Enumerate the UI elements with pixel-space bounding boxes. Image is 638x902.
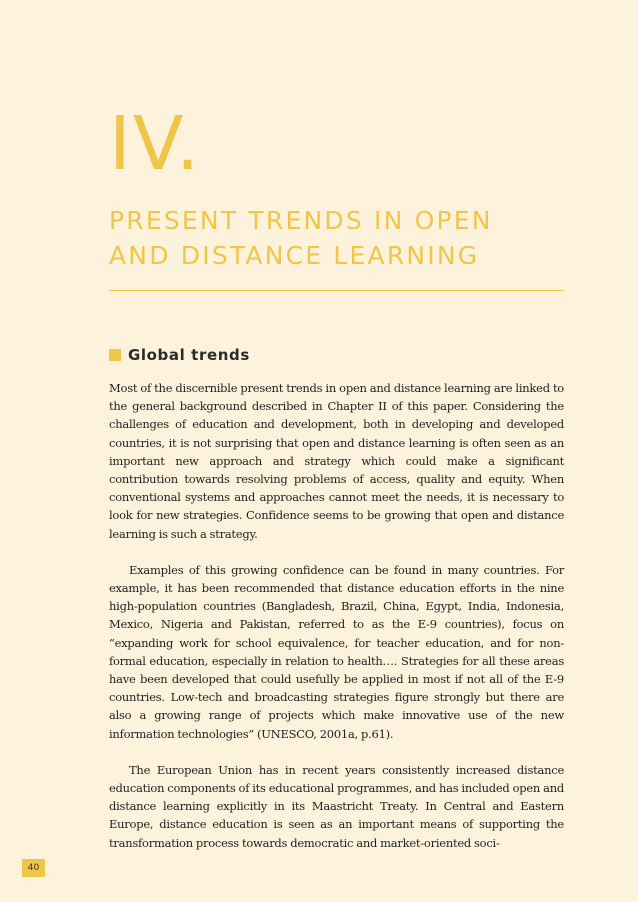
page-number: 40 bbox=[22, 859, 45, 877]
square-bullet-icon bbox=[109, 349, 121, 361]
section-heading-label: Global trends bbox=[128, 346, 250, 364]
section-heading bbox=[109, 345, 250, 365]
title-divider bbox=[109, 290, 564, 291]
chapter-number: IV. bbox=[109, 101, 202, 187]
paragraph: The European Union has in recent years consistently increased distance education components of its educational programmes, and has included open and distance learning explicitly in its Maastricht Treaty. In Central and Eastern Europe, distance education is seen as an important means of supporting the transformation process towards democratic and market-oriented soci- bbox=[109, 762, 564, 850]
body-text bbox=[109, 379, 564, 852]
chapter-title-line-2: AND DISTANCE LEARNING bbox=[109, 241, 480, 270]
paragraph: Most of the discernible present trends in open and distance learning are linked to the general background described in Chapter II of this paper. Considering the challenges of education and development, both in developing and developed countries, it is not surprising that open and distance learning is often seen as an important new approach and strategy which could make a significant contribution towards resolving problems of access, quality and equity. When conventional systems and approaches cannot meet the needs, it is necessary to look for new strategies. Confidence seems to be growing that open and distance learning is such a strategy. bbox=[109, 381, 564, 541]
chapter-title bbox=[109, 203, 564, 273]
text-column bbox=[109, 0, 564, 902]
paragraph: Examples of this growing confidence can be found in many countries. For example, it has been recommended that distance education efforts in the nine high-population countries (Bangladesh, Brazil, China, Egypt, India, Indonesia, Mexico, Nigeria and Pakistan, referred to as the E-9 countries), focus on “expanding work for school equivalence, for teacher education, and for non-formal education, especially in relation to health…. Strategies for all these areas have been developed that could usefully be applied in most if not all of the E-9 countries. Low-tech and broadcasting strategies figure strongly but there are also a growing range of projects which make innovative use of the new information technologies” (UNESCO, 2001a, p.61). bbox=[109, 562, 564, 741]
chapter-title-line-1: PRESENT TRENDS IN OPEN bbox=[109, 206, 493, 235]
